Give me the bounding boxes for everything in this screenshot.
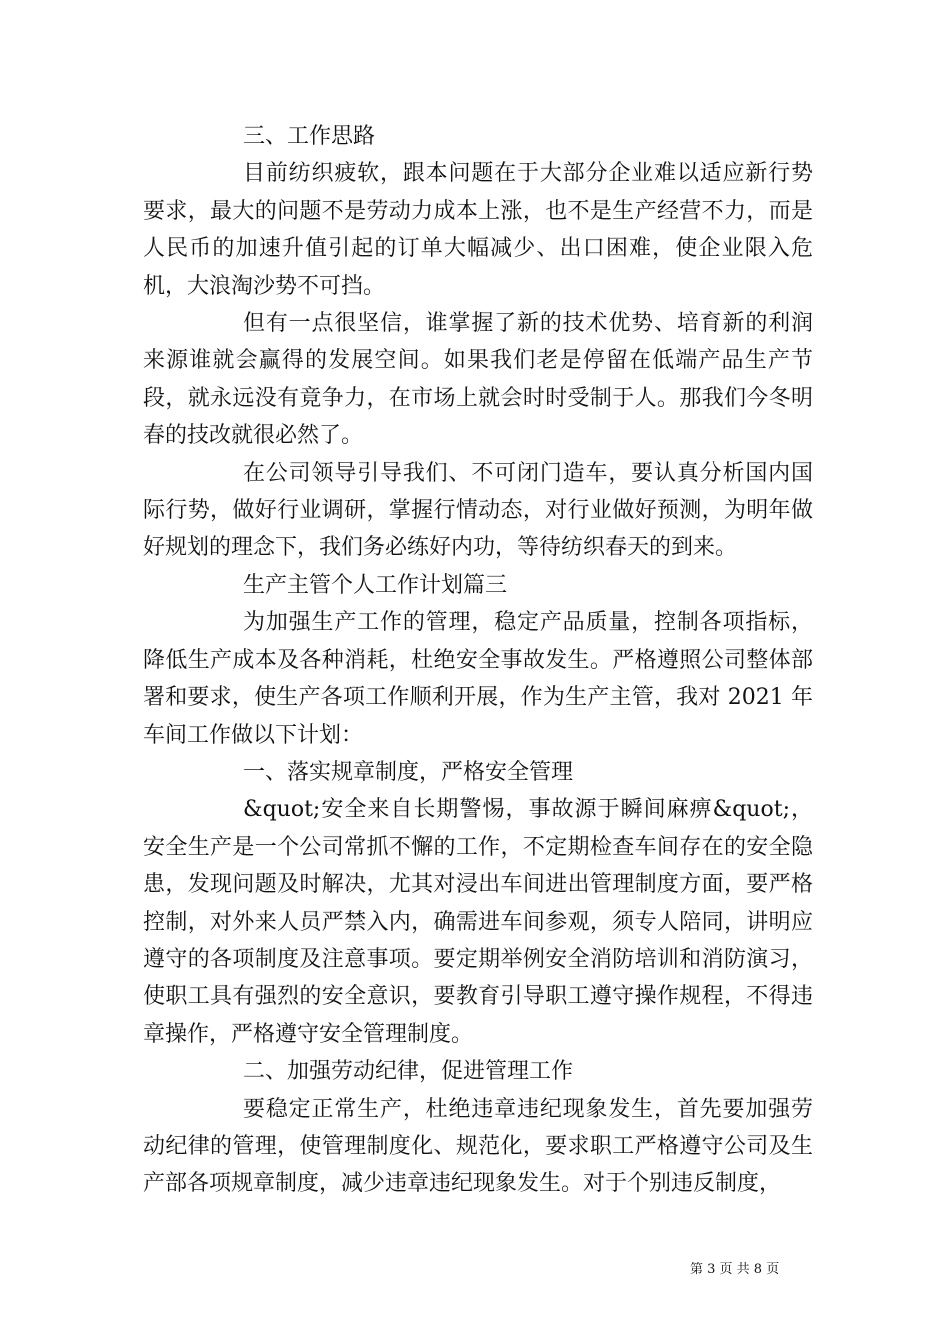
section-heading: 生产主管个人工作计划篇三 (243, 572, 508, 598)
paragraph: 在公司领导引导我们、不可闭门造车，要认真分析国内国际行势，做好行业调研，掌握行情动态，对行业做好预测，为明年做好规划的理念下，我们务必练好内功，等待纺织春天的到来。 (143, 460, 813, 561)
section-heading: 一、落实规章制度，严格安全管理 (243, 759, 574, 785)
page-number-footer: 第 3 页 共 8 页 (690, 1262, 780, 1277)
paragraph: &quot;安全来自长期警惕，事故源于瞬间麻痹&quot;，安全生产是一个公司常抓不懈的工作，不定期检查车间存在的安全隐患，发现问题及时解决，尤其对浸出车间进出管理制度方面，要严格控制，对外来人员严禁入内，确需进车间参观，须专人陪同，讲明应遵守的各项制度及注意事项。要定期举例安全消防培训和消防演习，使职工具有强烈的安全意识，要教育引导职工遵守操作规程，不得违章操作，严格遵守安全管理制度。 (143, 797, 813, 1047)
section-heading: 二、加强劳动纪律，促进管理工作 (243, 1059, 574, 1085)
document-body (143, 118, 813, 1203)
section-heading: 三、工作思路 (243, 124, 376, 149)
paragraph: 目前纺织疲软，跟本问题在于大部分企业难以适应新行势要求，最大的问题不是劳动力成本上涨，也不是生产经营不力，而是人民币的加速升值引起的订单大幅减少、出口困难，使企业限入危机，大浪淘沙势不可挡。 (143, 161, 813, 299)
paragraph: 但有一点很坚信，谁掌握了新的技术优势、培育新的利润来源谁就会赢得的发展空间。如果我们老是停留在低端产品生产节段，就永远没有竟争力，在市场上就会时时受制于人。那我们今冬明春的技改就很必然了。 (143, 311, 813, 449)
paragraph: 为加强生产工作的管理，稳定产品质量，控制各项指标，降低生产成本及各种消耗，杜绝安全事故发生。严格遵照公司整体部署和要求，使生产各项工作顺利开展，作为生产主管，我对 2021 年车间工作做以下计划： (143, 610, 813, 748)
paragraph: 要稳定正常生产，杜绝违章违纪现象发生，首先要加强劳动纪律的管理，使管理制度化、规范化，要求职工严格遵守公司及生产部各项规章制度，减少违章违纪现象发生。对于个别违反制度， (143, 1096, 813, 1197)
